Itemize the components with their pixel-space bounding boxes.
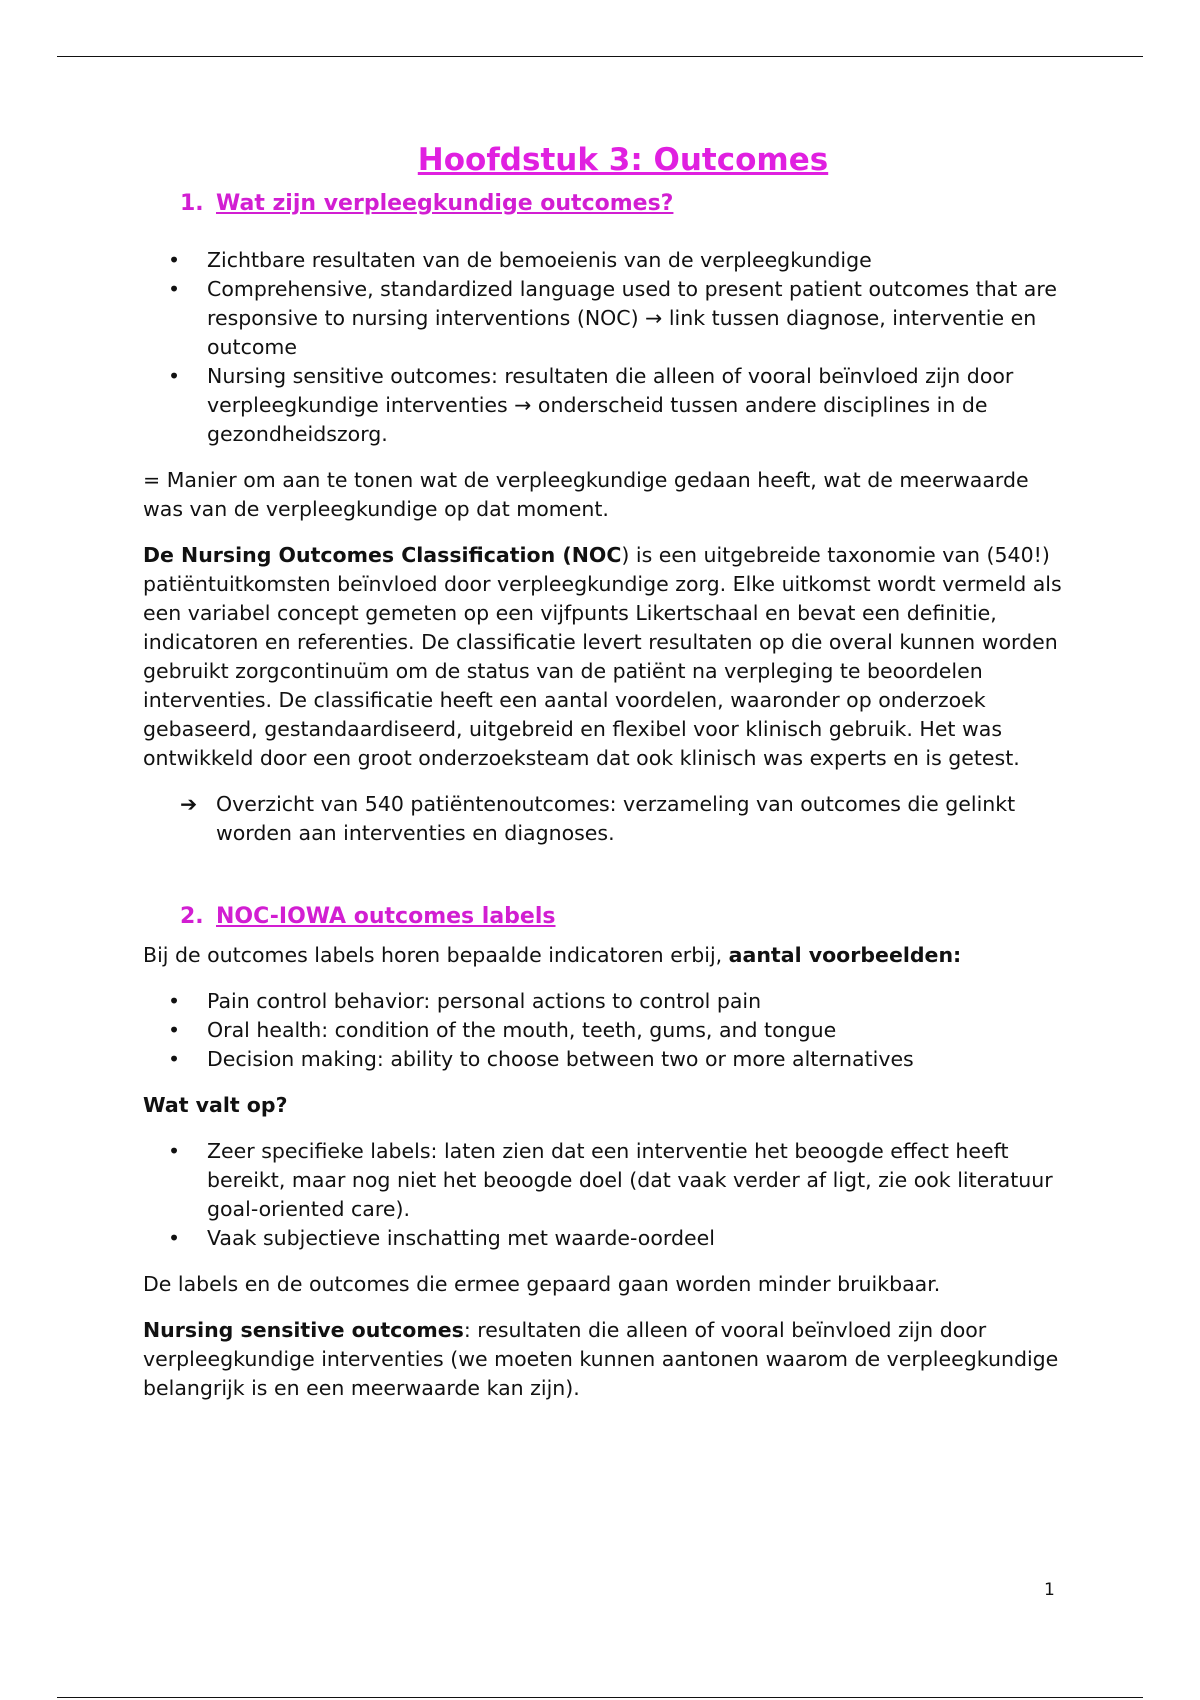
list-item: • Zeer specifieke labels: laten zien dat een interventie het beoogde effect heeft bereikt, maar nog niet het beoogde doel (dat vaak verder af ligt, zie ook literatuur goal-oriented care).	[143, 1137, 1063, 1224]
list-item: • Comprehensive, standardized language used to present patient outcomes that are responsive to nursing interventions (NOC) → link tussen diagnose, interventie en outcome	[143, 275, 1063, 362]
nso-term: Nursing sensitive outcomes	[143, 1318, 464, 1342]
section-1-heading-text: Wat zijn verpleegkundige outcomes?	[216, 191, 674, 216]
labels-intro-text: Bij de outcomes labels horen bepaalde indicatoren erbij,	[143, 943, 729, 967]
question-text: Wat valt op?	[143, 1093, 288, 1117]
observations-list	[143, 1137, 1063, 1253]
conclusion-paragraph: De labels en de outcomes die ermee gepaard gaan worden minder bruikbaar.	[143, 1272, 941, 1296]
footer-rule	[57, 1697, 1143, 1698]
list-item: • Decision making: ability to choose between two or more alternatives	[143, 1045, 1063, 1074]
list-item: • Oral health: condition of the mouth, teeth, gums, and tongue	[143, 1016, 1063, 1045]
nso-description: : resultaten die alleen of vooral beïnvloed zijn door verpleegkundige interventies (we moeten kunnen aantonen waarom de verpleegkundige belangrijk is en een meerwaarde kan zijn).	[143, 1318, 1059, 1400]
list-item: • Zichtbare resultaten van de bemoeienis van de verpleegkundige	[143, 246, 1063, 275]
page-title: Hoofdstuk 3: Outcomes	[417, 142, 829, 178]
labels-examples-list	[143, 987, 1063, 1074]
section-2-number: 2.	[180, 904, 204, 929]
page-number: 1	[1044, 1580, 1055, 1600]
arrow-note-text: Overzicht van 540 patiëntenoutcomes: verzameling van outcomes die gelinkt worden aan interventies en diagnoses.	[216, 792, 1016, 845]
section-2-heading	[143, 901, 1063, 933]
nso-paragraph	[143, 1316, 1063, 1403]
noc-term: De Nursing Outcomes Classification (NOC	[143, 543, 622, 567]
labels-intro	[143, 941, 1063, 970]
labels-intro-bold: aantal voorbeelden:	[728, 943, 962, 967]
section-2-heading-text: NOC-IOWA outcomes labels	[216, 904, 556, 929]
arrow-note	[143, 790, 1063, 848]
page-content	[143, 138, 1063, 1420]
noc-description: ) is een uitgebreide taxonomie van (540!) patiëntuitkomsten beïnvloed door verpleegkundige zorg. Elke uitkomst wordt vermeld als een variabel concept gemeten op een vijfpunts Likertschaal en bevat een definitie, indicatoren en referenties. De classificatie levert resultaten op die overal kunnen worden gebruikt zorgcontinuüm om de status van de patiënt na verpleging te beoordelen interventies. De classificatie heeft een aantal voordelen, waaronder op onderzoek gebaseerd, gestandaardiseerd, uitgebreid en flexibel voor klinisch gebruik. Het was ontwikkeld door een groot onderzoeksteam dat ook klinisch was experts en is getest.	[143, 543, 1062, 770]
noc-paragraph	[143, 541, 1063, 773]
list-item: • Pain control behavior: personal actions to control pain	[143, 987, 1063, 1016]
list-item: • Nursing sensitive outcomes: resultaten die alleen of vooral beïnvloed zijn door verpleegkundige interventies → onderscheid tussen andere disciplines in de gezondheidszorg.	[143, 362, 1063, 449]
section-1-number: 1.	[180, 191, 204, 216]
header-rule	[57, 56, 1143, 57]
outcomes-definition-list	[143, 246, 1063, 449]
arrow-right-icon: ➔	[180, 792, 198, 816]
section-1-heading	[143, 188, 1063, 220]
question-heading	[143, 1091, 1063, 1120]
summary-paragraph: = Manier om aan te tonen wat de verpleegkundige gedaan heeft, wat de meerwaarde was van de verpleegkundige op dat moment.	[143, 468, 1029, 521]
list-item: • Vaak subjectieve inschatting met waarde-oordeel	[143, 1224, 1063, 1253]
